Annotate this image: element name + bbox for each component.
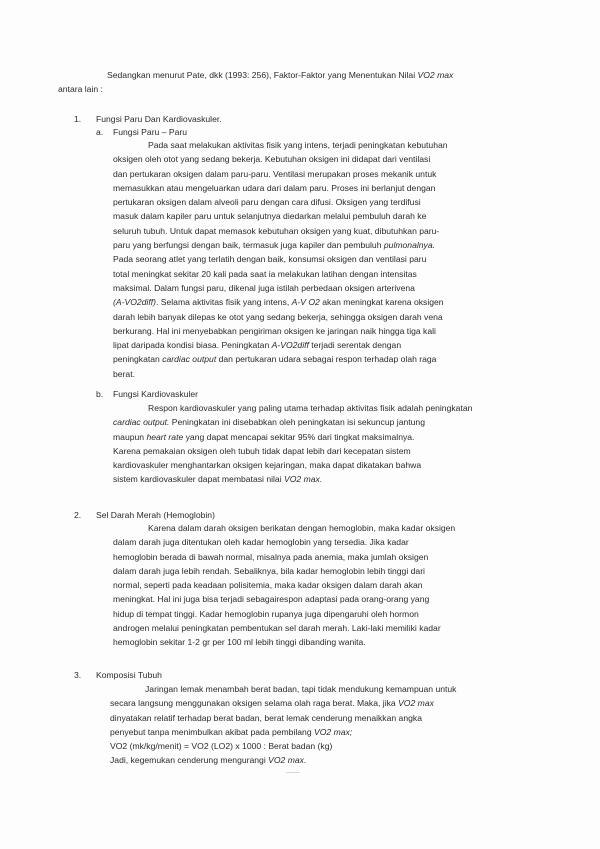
- text-line: hemoglobin sekitar 1-2 gr per 100 ml lebih tinggi dibanding wanita.: [113, 637, 366, 648]
- text-run: maupun: [113, 431, 147, 442]
- text-line: berat.: [113, 368, 135, 379]
- text-line: dan pertukaran oksigen dalam paru-paru. Ventilasi merupakan proses mekanik untuk: [113, 168, 437, 179]
- text-line: memasukkan atau mengeluarkan udara dari dalam paru. Proses ini berlanjut dengan: [113, 182, 436, 193]
- intro-emphasis: VO2 max: [417, 70, 454, 80]
- text-emphasis: (A-VO2diff): [113, 297, 156, 308]
- text-line: Pada seorang atlet yang terlatih dengan baik, konsumsi oksigen dan ventilasi paru: [113, 254, 427, 265]
- text-run: penyebut tanpa menimbulkan akibat pada pembilang: [110, 726, 315, 737]
- text-line: dinyatakan relatif terhadap berat badan, berat lemak cenderung menaikkan angka: [110, 712, 422, 723]
- text-emphasis: VO2 max;: [314, 726, 353, 737]
- intro-paragraph: [58, 68, 558, 97]
- text-emphasis: A-V O2: [291, 297, 320, 308]
- text-run: sistem kardiovaskuler dapat membatasi nilai: [113, 474, 284, 485]
- section-title: Fungsi Paru Dan Kardiovaskuler.: [96, 114, 222, 124]
- section-number: 1.: [74, 114, 82, 124]
- text-line: darah lebih banyak dilepas ke otot yang sedang bekerja, sehingga oksigen darah vena: [113, 311, 443, 322]
- text-line: Respon kardiovaskuler yang paling utama terhadap aktivitas fisik adalah peningkatan: [148, 403, 473, 413]
- text-run: Peningkatan ini disebabkan oleh peningkatan isi sekuncup jantung: [169, 417, 425, 428]
- text-line: [113, 338, 448, 352]
- text-emphasis: VO2 max: [398, 698, 434, 709]
- text-run: terjadi serentak dengan: [308, 340, 402, 351]
- text-line: hidup di tempat tinggi. Kadar hemoglobin rupanya juga dipengaruhi oleh hormon: [113, 608, 419, 619]
- intro-text: Sedangkan menurut Pate, dkk (1993: 256), Faktor-Faktor yang Menentukan Nilai: [107, 70, 418, 80]
- text-run: yang dapat mencapai sekitar 95% dari tingkat maksimalnya.: [183, 431, 415, 442]
- text-line: berkurang. Hal ini menyebabkan pengiriman oksigen ke jaringan naik hingga tiga kali: [113, 325, 436, 336]
- paragraph-fungsi-kardiovaskuler: [113, 401, 472, 487]
- text-line: Karena dalam darah oksigen berikatan dengan hemoglobin, maka kadar oksigen: [148, 523, 456, 533]
- text-line: seluruh tubuh. Untuk dapat memasok kebutuhan oksigen yang kuat, dibutuhkan paru-: [113, 225, 440, 236]
- text-line: oksigen oleh otot yang sedang bekerja. Kebutuhan oksigen ini didapat dari ventilasi: [113, 154, 431, 165]
- subsection-title: Fungsi Paru – Paru: [113, 127, 188, 137]
- section-title: Sel Darah Merah (Hemoglobin): [96, 510, 215, 520]
- formula-line: VO2 (mk/kg/menit) = VO2 (LO2) x 1000 : Berat badan (kg): [110, 741, 333, 752]
- text-line: hemoglobin berada di bawah normal, misalnya pada anemia, maka jumlah oksigen: [113, 551, 429, 562]
- section-title: Komposisi Tubuh: [96, 670, 162, 680]
- text-line: masuk dalam kapiler paru untuk selanjutnya diedarkan melalui pembuluh darah ke: [113, 211, 427, 222]
- text-emphasis: VO2 max.: [268, 755, 307, 766]
- text-run: Jadi, kegemukan cenderung mengurangi: [110, 755, 269, 766]
- paragraph-hemoglobin: [113, 521, 455, 650]
- text-line: Karena pemakaian oksigen oleh tubuh tidak dapat lebih dari kecepatan sistem: [113, 445, 411, 456]
- text-line: kardiovaskuler menghantarkan oksigen kejaringan, maka dapat dikatakan bahwa: [113, 460, 422, 471]
- text-emphasis: pulmonalnya.: [383, 240, 436, 251]
- text-run: . Selama aktivitas fisik yang intens,: [155, 297, 292, 308]
- text-line: [113, 238, 448, 252]
- section-number: 3.: [74, 670, 82, 680]
- section-number: 2.: [74, 510, 82, 520]
- text-run: lipat daripada kondisi biasa. Peningkatan: [113, 340, 272, 351]
- text-line: meningkat. Hal ini juga bisa terjadi sebagairespon adaptasi pada orang-orang yang: [113, 594, 430, 605]
- text-line: normal, seperti pada keadaan polisitemia, maka kadar oksigen dalam darah akan: [113, 580, 423, 591]
- text-line: [113, 415, 472, 429]
- text-run: paru yang berfungsi dengan baik, termasuk juga kapiler dan pembuluh: [113, 240, 384, 251]
- text-line: pertukaran oksigen dalam alveoli paru dengan cara difusi. Oksigen yang terdifusi: [113, 197, 421, 208]
- text-line: [113, 295, 448, 309]
- text-line: [110, 696, 456, 710]
- text-run: peningkatan: [113, 354, 163, 365]
- subsection-letter: b.: [96, 389, 104, 399]
- text-line: [113, 472, 472, 486]
- text-line: [113, 352, 448, 366]
- text-run: akan meningkat karena oksigen: [319, 297, 444, 308]
- subsection-title: Fungsi Kardiovaskuler: [113, 389, 199, 399]
- text-emphasis: VO2 max.: [284, 474, 323, 485]
- intro-line: antara lain :: [58, 84, 103, 95]
- text-emphasis: cardiac output.: [113, 417, 170, 428]
- text-line: dalam darah juga ditentukan oleh kadar hemoglobin yang tersedia. Jika kadar: [113, 537, 409, 548]
- text-line: androgen melalui peningkatan pembentukan sel darah merah. Laki-laki memiliki kadar: [113, 623, 441, 634]
- text-line: maksimal. Dalam fungsi paru, dikenal juga istilah perbedaan oksigen arterivena: [113, 282, 415, 293]
- text-run: secara langsung menggunakan oksigen selama olah raga berat. Maka, jika: [110, 698, 399, 709]
- page-footer-mark: [286, 772, 300, 773]
- text-line: [113, 430, 472, 444]
- text-line: total meningkat sekitar 20 kali pada saat ia melakukan latihan dengan intensitas: [113, 268, 417, 279]
- intro-line: [58, 68, 558, 82]
- text-emphasis: cardiac output: [162, 354, 217, 365]
- text-run: dan pertukaran udara sebagai respon terhadap olah raga: [216, 354, 437, 365]
- text-emphasis: A-VO2diff: [271, 340, 309, 351]
- text-line: Jaringan lemak menambah berat badan, tapi tidak mendukung kemampuan untuk: [145, 684, 457, 694]
- text-line: Pada saat melakukan aktivitas fisik yang intens, terjadi peningkatan kebutuhan: [148, 140, 448, 150]
- text-line: [110, 725, 456, 739]
- paragraph-fungsi-paru: [113, 138, 448, 381]
- text-line: [110, 753, 456, 767]
- paragraph-komposisi-tubuh: [110, 682, 456, 768]
- text-emphasis: heart rate: [146, 431, 184, 442]
- text-line: dalam darah juga lebih rendah. Sebaliknya, bila kadar hemoglobin lebih tinggi dari: [113, 565, 425, 576]
- subsection-letter: a.: [96, 127, 104, 137]
